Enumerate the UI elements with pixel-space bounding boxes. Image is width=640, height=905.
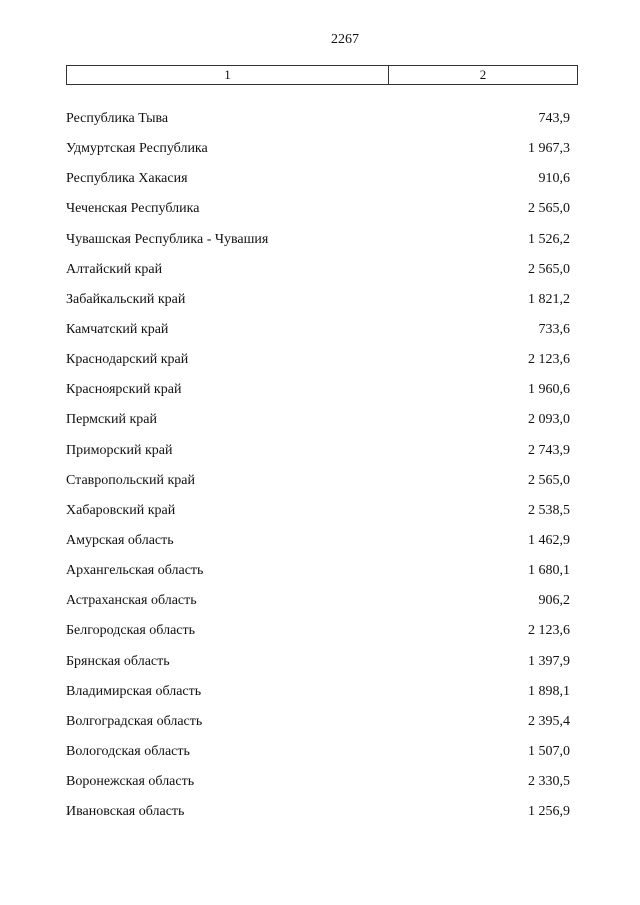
region-value: 2 538,5 [528,502,570,518]
table-row [0,684,640,714]
table-row [0,262,640,292]
table-body [0,111,640,834]
table-row [0,141,640,171]
table-row [0,744,640,774]
region-name: Брянская область [66,653,170,669]
region-value: 1 526,2 [528,231,570,247]
region-value: 1 967,3 [528,141,570,157]
region-name: Владимирская область [66,683,202,699]
table-row [0,292,640,322]
table-row [0,201,640,231]
region-value: 2 565,0 [528,261,570,277]
region-name: Воронежская область [66,774,195,790]
table-row [0,382,640,412]
page-number: 2267 [331,32,359,47]
region-name: Республика Тыва [66,111,169,126]
table-row [0,352,640,382]
region-name: Хабаровский край [66,502,176,518]
region-value: 2 330,5 [528,774,570,790]
region-name: Астраханская область [66,593,197,609]
region-value: 1 898,1 [528,683,570,699]
header-column-1: 1 [67,66,389,84]
region-value: 2 123,6 [528,623,570,639]
header-column-2: 2 [479,67,487,82]
table-row [0,322,640,352]
region-name: Пермский край [66,412,157,428]
region-name: Белгородская область [66,623,196,639]
region-value: 743,9 [538,111,570,126]
region-name: Архангельская область [66,563,204,579]
region-value: 2 093,0 [528,412,570,428]
region-name: Амурская область [66,532,174,548]
table-row [0,804,640,834]
region-name: Забайкальский край [66,291,186,307]
region-name: Удмуртская Республика [66,141,208,157]
region-name: Ставропольский край [66,472,195,488]
region-value: 1 256,9 [528,804,570,820]
region-name: Камчатский край [66,321,169,337]
region-value: 733,6 [538,321,570,337]
table-row [0,171,640,201]
region-value: 1 507,0 [528,743,570,759]
region-name: Республика Хакасия [66,171,188,187]
region-value: 2 123,6 [528,352,570,368]
region-value: 910,6 [538,171,570,187]
region-name: Красноярский край [66,382,182,398]
table-row [0,443,640,473]
region-value: 906,2 [538,593,570,609]
region-value: 1 680,1 [528,563,570,579]
table-row [0,232,640,262]
region-value: 2 565,0 [528,472,570,488]
region-value: 1 821,2 [528,291,570,307]
region-value: 2 565,0 [528,201,570,217]
region-value: 1 462,9 [528,532,570,548]
table-header [66,65,578,85]
region-value: 1 397,9 [528,653,570,669]
table-row [0,503,640,533]
region-name: Ивановская область [66,804,185,820]
region-name: Краснодарский край [66,352,189,368]
table-row [0,623,640,653]
table-row [0,533,640,563]
region-name: Волгоградская область [66,713,203,729]
region-name: Вологодская область [66,743,190,759]
table-row [0,714,640,744]
region-name: Чувашская Республика - Чувашия [66,231,269,247]
region-name: Чеченская Республика [66,201,200,217]
region-value: 2 743,9 [528,442,570,458]
table-row [0,412,640,442]
region-value: 1 960,6 [528,382,570,398]
table-row [0,111,640,141]
region-value: 2 395,4 [528,713,570,729]
table-row [0,473,640,503]
table-row [0,774,640,804]
table-row [0,593,640,623]
table-row [0,563,640,593]
region-name: Приморский край [66,442,173,458]
region-name: Алтайский край [66,261,163,277]
table-row [0,654,640,684]
